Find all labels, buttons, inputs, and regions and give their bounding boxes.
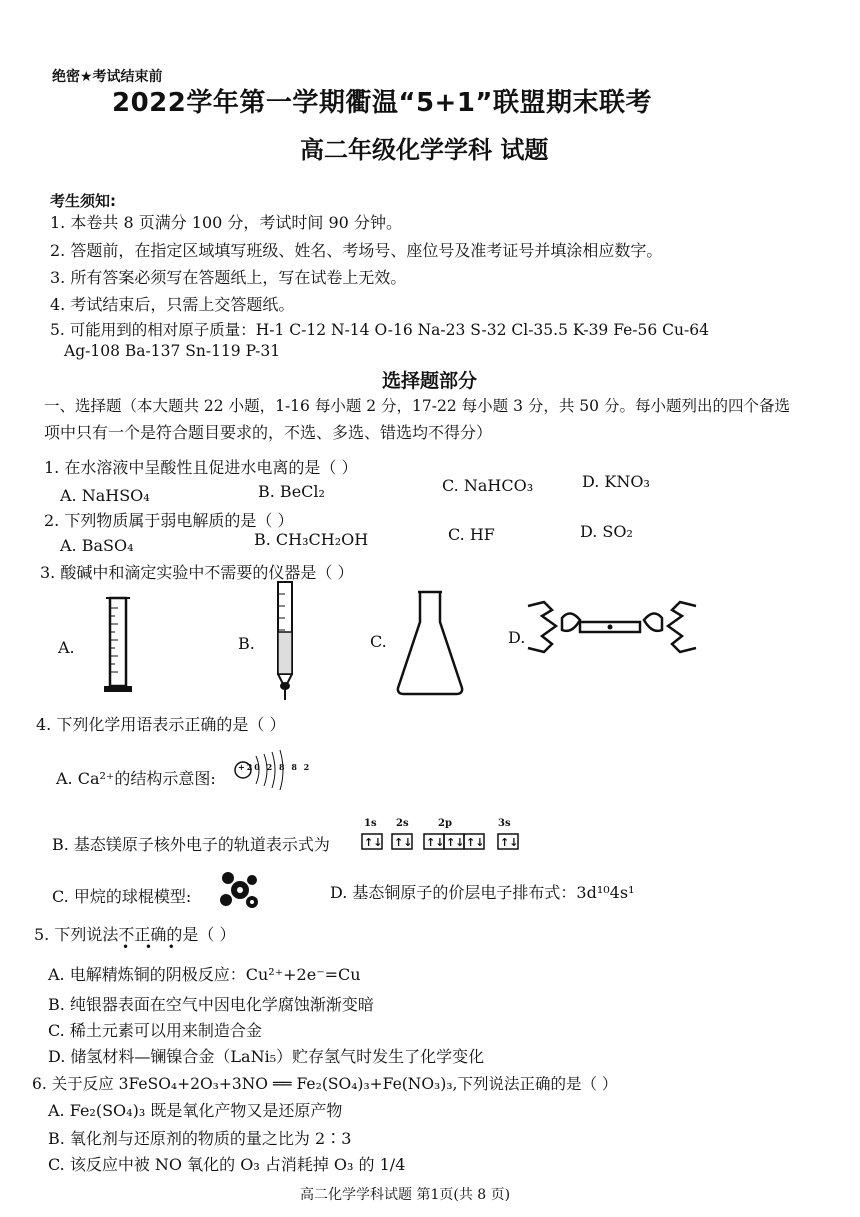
page-footer: 高二化学学科试题 第1页(共 8 页) — [300, 1187, 511, 1203]
q2-option-c: C. HF — [448, 525, 495, 544]
part1-instructions-1: 一、选择题（本大题共 22 小题，1-16 每小题 2 分，17-22 每小题 3 分，共 50 分。每小题列出的四个备选 — [44, 397, 790, 415]
q5-option-d: D. 储氢材料—镧镍合金（LaNi₅）贮存氢气时发生了化学变化 — [48, 1047, 485, 1066]
q6-option-b: B. 氧化剂与还原剂的物质的量之比为 2∶3 — [48, 1129, 352, 1148]
q5-option-c: C. 稀土元素可以用来制造合金 — [48, 1021, 262, 1040]
q4-option-a: A. Ca²⁺的结构示意图: — [56, 769, 216, 788]
ca-ion-structure-text: +20 2 8 8 2 — [238, 762, 312, 772]
notice-item-4: 4. 考试结束后，只需上交答题纸。 — [50, 295, 295, 314]
q3-option-c: C. — [370, 632, 387, 651]
svg-text:↑↓: ↑↓ — [466, 836, 485, 849]
burette-clamp-icon — [522, 596, 702, 660]
notice-item-1: 1. 本卷共 8 页满分 100 分，考试时间 90 分钟。 — [50, 213, 402, 232]
svg-text:↑↓: ↑↓ — [364, 836, 383, 849]
q2-stem: 2. 下列物质属于弱电解质的是（ ） — [44, 511, 294, 530]
notice-heading: 考生须知: — [50, 192, 116, 210]
notice-item-3: 3. 所有答案必须写在答题纸上，写在试卷上无效。 — [50, 268, 407, 287]
section-title: 选择题部分 — [382, 370, 478, 392]
exam-subtitle: 高二年级化学学科 试题 — [300, 136, 549, 164]
q6-stem: 6. 关于反应 3FeSO₄+2O₃+3NO ══ Fe₂(SO₄)₃+Fe(NO₃)₃,下列说法正确的是（ ） — [32, 1075, 618, 1093]
q1-option-d: D. KNO₃ — [582, 472, 650, 491]
orbital-label-3s: 3s — [498, 818, 511, 829]
q1-option-b: B. BeCl₂ — [258, 482, 325, 501]
q5-option-b: B. 纯银器表面在空气中因电化学腐蚀渐渐变暗 — [48, 995, 374, 1014]
svg-text:↑↓: ↑↓ — [500, 836, 519, 849]
methane-ball-stick-icon — [218, 870, 264, 910]
q1-option-c: C. NaHCO₃ — [442, 476, 534, 495]
svg-text:↑↓: ↑↓ — [446, 836, 465, 849]
q3-option-d: D. — [508, 628, 526, 647]
burette-icon — [268, 580, 302, 704]
part1-instructions-2: 项中只有一个是符合题目要求的，不选、多选、错选均不得分） — [44, 423, 493, 442]
q5-option-a: A. 电解精炼铜的阴极反应：Cu²⁺+2e⁻=Cu — [48, 965, 361, 984]
q2-option-d: D. SO₂ — [580, 522, 633, 541]
q2-option-a: A. BaSO₄ — [60, 536, 134, 555]
q5-stem: 5. 下列说法不正确的是（ ） — [34, 925, 236, 944]
orbital-label-2p: 2p — [438, 818, 452, 829]
orbital-label-1s: 1s — [364, 818, 377, 829]
exam-title: 2022学年第一学期衢温“5+1”联盟期末联考 — [112, 88, 653, 118]
q6-option-a: A. Fe₂(SO₄)₃ 既是氧化产物又是还原产物 — [48, 1101, 343, 1120]
q4-stem: 4. 下列化学用语表示正确的是（ ） — [36, 715, 286, 734]
svg-text:↑↓: ↑↓ — [426, 836, 445, 849]
q2-option-b: B. CH₃CH₂OH — [254, 530, 369, 549]
svg-text:↑↓: ↑↓ — [394, 836, 413, 849]
q4-option-b: B. 基态镁原子核外电子的轨道表示式为 — [52, 835, 330, 854]
orbital-diagram-icon — [360, 832, 522, 852]
q3-option-b: B. — [238, 634, 255, 653]
q4-option-d: D. 基态铜原子的价层电子排布式：3d¹⁰4s¹ — [330, 883, 635, 902]
q1-option-a: A. NaHSO₄ — [60, 486, 150, 505]
emphasis-dots: • • • — [122, 940, 181, 954]
orbital-label-2s: 2s — [396, 818, 409, 829]
q4-option-c: C. 甲烷的球棍模型: — [52, 887, 192, 906]
graduated-cylinder-icon — [100, 594, 140, 696]
notice-item-5-cont: Ag-108 Ba-137 Sn-119 P-31 — [64, 342, 281, 360]
notice-item-2: 2. 答题前，在指定区域填写班级、姓名、考场号、座位号及准考证号并填涂相应数字。 — [50, 241, 663, 260]
conical-flask-icon — [392, 588, 468, 700]
q1-stem: 1. 在水溶液中呈酸性且促进水电离的是（ ） — [44, 458, 358, 477]
q3-option-a: A. — [58, 638, 75, 657]
q3-stem: 3. 酸碱中和滴定实验中不需要的仪器是（ ） — [40, 563, 354, 582]
q6-option-c: C. 该反应中被 NO 氧化的 O₃ 占消耗掉 O₃ 的 1/4 — [48, 1155, 406, 1174]
confidential-label: 绝密★考试结束前 — [52, 69, 163, 85]
notice-item-5: 5. 可能用到的相对原子质量：H-1 C-12 N-14 O-16 Na-23 S-32 Cl-35.5 K-39 Fe-56 Cu-64 — [50, 321, 709, 339]
